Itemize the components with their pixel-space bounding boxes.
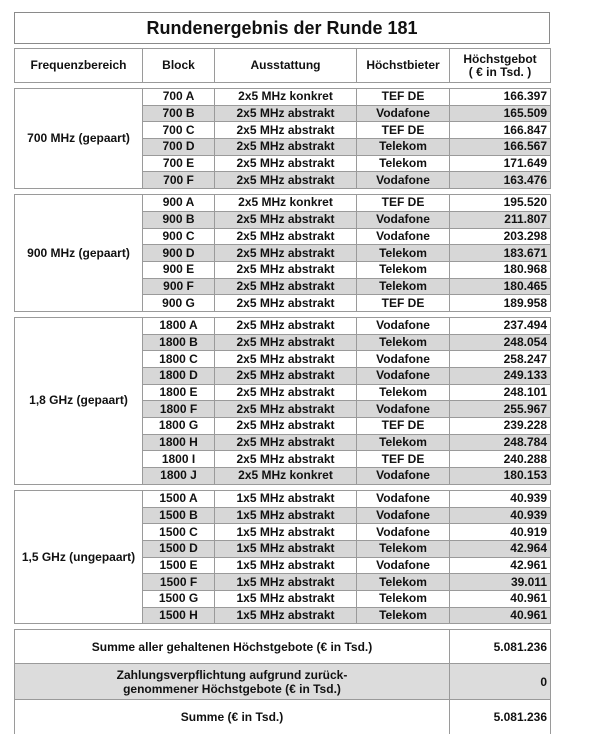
ausstattung-cell: 1x5 MHz abstrakt <box>215 557 357 574</box>
block-cell: 700 A <box>143 89 215 106</box>
frequency-group-table <box>14 490 551 625</box>
gebot-cell: 239.228 <box>450 418 551 435</box>
block-cell: 900 D <box>143 245 215 262</box>
block-cell: 900 A <box>143 195 215 212</box>
bieter-cell: Vodafone <box>357 317 450 334</box>
column-header-table <box>14 48 551 83</box>
bieter-cell: Telekom <box>357 334 450 351</box>
header-ausstattung: Ausstattung <box>215 49 357 83</box>
payment-obligation-label <box>15 664 450 700</box>
gebot-cell: 42.961 <box>450 557 551 574</box>
ausstattung-cell: 2x5 MHz abstrakt <box>215 172 357 189</box>
auction-result-document <box>14 12 550 734</box>
ausstattung-cell: 1x5 MHz abstrakt <box>215 507 357 524</box>
ausstattung-cell: 2x5 MHz abstrakt <box>215 434 357 451</box>
header-hoechstgebot-title: Höchstgebot <box>463 51 537 66</box>
gebot-cell: 249.133 <box>450 368 551 385</box>
ausstattung-cell: 2x5 MHz abstrakt <box>215 122 357 139</box>
ausstattung-cell: 2x5 MHz abstrakt <box>215 105 357 122</box>
bieter-cell: Telekom <box>357 155 450 172</box>
gebot-cell: 166.397 <box>450 89 551 106</box>
bieter-cell: Telekom <box>357 261 450 278</box>
gebot-cell: 248.101 <box>450 384 551 401</box>
bieter-cell: Vodafone <box>357 211 450 228</box>
ausstattung-cell: 1x5 MHz abstrakt <box>215 607 357 624</box>
block-cell: 1500 H <box>143 607 215 624</box>
bieter-cell: Vodafone <box>357 507 450 524</box>
gebot-cell: 237.494 <box>450 317 551 334</box>
ausstattung-cell: 2x5 MHz abstrakt <box>215 451 357 468</box>
frequency-group-table <box>14 317 551 485</box>
block-cell: 900 C <box>143 228 215 245</box>
gebot-cell: 211.807 <box>450 211 551 228</box>
block-cell: 900 E <box>143 261 215 278</box>
ausstattung-cell: 2x5 MHz abstrakt <box>215 351 357 368</box>
frequency-band-label: 900 MHz (gepaart) <box>15 195 143 312</box>
bieter-cell: Vodafone <box>357 228 450 245</box>
frequency-group-table <box>14 194 551 312</box>
gebot-cell: 180.465 <box>450 278 551 295</box>
block-cell: 1500 C <box>143 524 215 541</box>
gebot-cell: 40.919 <box>450 524 551 541</box>
block-cell: 1800 A <box>143 317 215 334</box>
ausstattung-cell: 2x5 MHz abstrakt <box>215 368 357 385</box>
ausstattung-cell: 2x5 MHz konkret <box>215 468 357 485</box>
summary-table <box>14 629 551 734</box>
gebot-cell: 203.298 <box>450 228 551 245</box>
bieter-cell: Vodafone <box>357 401 450 418</box>
ausstattung-cell: 2x5 MHz abstrakt <box>215 317 357 334</box>
ausstattung-cell: 2x5 MHz abstrakt <box>215 261 357 278</box>
gebot-cell: 248.784 <box>450 434 551 451</box>
header-hoechstbieter: Höchstbieter <box>357 49 450 83</box>
gebot-cell: 165.509 <box>450 105 551 122</box>
bieter-cell: TEF DE <box>357 418 450 435</box>
bieter-cell: Telekom <box>357 139 450 156</box>
gebot-cell: 40.961 <box>450 590 551 607</box>
gebot-cell: 39.011 <box>450 574 551 591</box>
block-cell: 1500 D <box>143 540 215 557</box>
bieter-cell: TEF DE <box>357 295 450 312</box>
summary-label: Summe aller gehaltenen Höchstgebote (€ in Tsd.) <box>15 630 450 664</box>
block-cell: 1800 E <box>143 384 215 401</box>
ausstattung-cell: 2x5 MHz abstrakt <box>215 228 357 245</box>
block-cell: 700 B <box>143 105 215 122</box>
table-row <box>15 195 551 212</box>
block-cell: 900 B <box>143 211 215 228</box>
block-cell: 700 E <box>143 155 215 172</box>
ausstattung-cell: 2x5 MHz abstrakt <box>215 211 357 228</box>
gebot-cell: 40.961 <box>450 607 551 624</box>
table-row <box>15 89 551 106</box>
bieter-cell: TEF DE <box>357 195 450 212</box>
block-cell: 1800 H <box>143 434 215 451</box>
header-row <box>15 49 551 83</box>
gebot-cell: 180.968 <box>450 261 551 278</box>
ausstattung-cell: 2x5 MHz abstrakt <box>215 401 357 418</box>
gebot-cell: 248.054 <box>450 334 551 351</box>
ausstattung-cell: 2x5 MHz abstrakt <box>215 295 357 312</box>
bieter-cell: Vodafone <box>357 351 450 368</box>
ausstattung-cell: 1x5 MHz abstrakt <box>215 490 357 507</box>
ausstattung-cell: 2x5 MHz abstrakt <box>215 418 357 435</box>
bieter-cell: TEF DE <box>357 89 450 106</box>
ausstattung-cell: 1x5 MHz abstrakt <box>215 590 357 607</box>
bieter-cell: Vodafone <box>357 557 450 574</box>
ausstattung-cell: 1x5 MHz abstrakt <box>215 524 357 541</box>
bieter-cell: Telekom <box>357 434 450 451</box>
gebot-cell: 42.964 <box>450 540 551 557</box>
gebot-cell: 183.671 <box>450 245 551 262</box>
bieter-cell: Vodafone <box>357 368 450 385</box>
ausstattung-cell: 1x5 MHz abstrakt <box>215 574 357 591</box>
payment-obligation-line2: genommener Höchstgebote (€ in Tsd.) <box>123 681 341 696</box>
ausstattung-cell: 2x5 MHz konkret <box>215 195 357 212</box>
block-cell: 1800 G <box>143 418 215 435</box>
bieter-cell: Telekom <box>357 245 450 262</box>
gebot-cell: 180.153 <box>450 468 551 485</box>
ausstattung-cell: 2x5 MHz abstrakt <box>215 245 357 262</box>
header-hoechstgebot-unit: ( € in Tsd. ) <box>468 64 532 79</box>
bieter-cell: Telekom <box>357 278 450 295</box>
gebot-cell: 255.967 <box>450 401 551 418</box>
ausstattung-cell: 2x5 MHz abstrakt <box>215 334 357 351</box>
ausstattung-cell: 2x5 MHz abstrakt <box>215 278 357 295</box>
ausstattung-cell: 1x5 MHz abstrakt <box>215 540 357 557</box>
table-row <box>15 317 551 334</box>
frequency-band-label: 1,8 GHz (gepaart) <box>15 317 143 484</box>
block-cell: 1800 J <box>143 468 215 485</box>
frequency-groups <box>14 88 550 624</box>
bieter-cell: Vodafone <box>357 468 450 485</box>
bieter-cell: Vodafone <box>357 490 450 507</box>
block-cell: 1800 B <box>143 334 215 351</box>
bieter-cell: Telekom <box>357 590 450 607</box>
ausstattung-cell: 2x5 MHz abstrakt <box>215 384 357 401</box>
gebot-cell: 40.939 <box>450 490 551 507</box>
header-hoechstgebot <box>450 49 551 83</box>
frequency-band-label: 700 MHz (gepaart) <box>15 89 143 189</box>
block-cell: 1500 F <box>143 574 215 591</box>
gebot-cell: 166.567 <box>450 139 551 156</box>
grand-total-label: Summe (€ in Tsd.) <box>15 700 450 734</box>
bieter-cell: TEF DE <box>357 451 450 468</box>
block-cell: 700 C <box>143 122 215 139</box>
gebot-cell: 258.247 <box>450 351 551 368</box>
block-cell: 900 G <box>143 295 215 312</box>
bieter-cell: Telekom <box>357 384 450 401</box>
header-block: Block <box>143 49 215 83</box>
block-cell: 1500 E <box>143 557 215 574</box>
payment-obligation-line1: Zahlungsverpflichtung aufgrund zurück- <box>116 667 348 682</box>
bieter-cell: Vodafone <box>357 524 450 541</box>
frequency-group-table <box>14 88 551 189</box>
bieter-cell: Telekom <box>357 540 450 557</box>
block-cell: 700 F <box>143 172 215 189</box>
block-cell: 1500 A <box>143 490 215 507</box>
page-title: Rundenergebnis der Runde 181 <box>14 12 550 44</box>
block-cell: 900 F <box>143 278 215 295</box>
summary-row-payment-obligation <box>15 664 551 700</box>
gebot-cell: 189.958 <box>450 295 551 312</box>
gebot-cell: 40.939 <box>450 507 551 524</box>
block-cell: 1800 I <box>143 451 215 468</box>
ausstattung-cell: 2x5 MHz konkret <box>215 89 357 106</box>
header-frequenzbereich: Frequenzbereich <box>15 49 143 83</box>
summary-value: 5.081.236 <box>450 630 551 664</box>
ausstattung-cell: 2x5 MHz abstrakt <box>215 139 357 156</box>
block-cell: 1800 C <box>143 351 215 368</box>
gebot-cell: 166.847 <box>450 122 551 139</box>
block-cell: 1500 G <box>143 590 215 607</box>
bieter-cell: TEF DE <box>357 122 450 139</box>
summary-row-total-bids <box>15 630 551 664</box>
block-cell: 700 D <box>143 139 215 156</box>
payment-obligation-value: 0 <box>450 664 551 700</box>
summary-row-grand-total <box>15 700 551 734</box>
bieter-cell: Vodafone <box>357 172 450 189</box>
block-cell: 1800 D <box>143 368 215 385</box>
bieter-cell: Vodafone <box>357 105 450 122</box>
gebot-cell: 163.476 <box>450 172 551 189</box>
bieter-cell: Telekom <box>357 607 450 624</box>
ausstattung-cell: 2x5 MHz abstrakt <box>215 155 357 172</box>
grand-total-value: 5.081.236 <box>450 700 551 734</box>
table-row <box>15 490 551 507</box>
bieter-cell: Telekom <box>357 574 450 591</box>
frequency-band-label: 1,5 GHz (ungepaart) <box>15 490 143 624</box>
gebot-cell: 171.649 <box>450 155 551 172</box>
block-cell: 1800 F <box>143 401 215 418</box>
gebot-cell: 195.520 <box>450 195 551 212</box>
gebot-cell: 240.288 <box>450 451 551 468</box>
block-cell: 1500 B <box>143 507 215 524</box>
